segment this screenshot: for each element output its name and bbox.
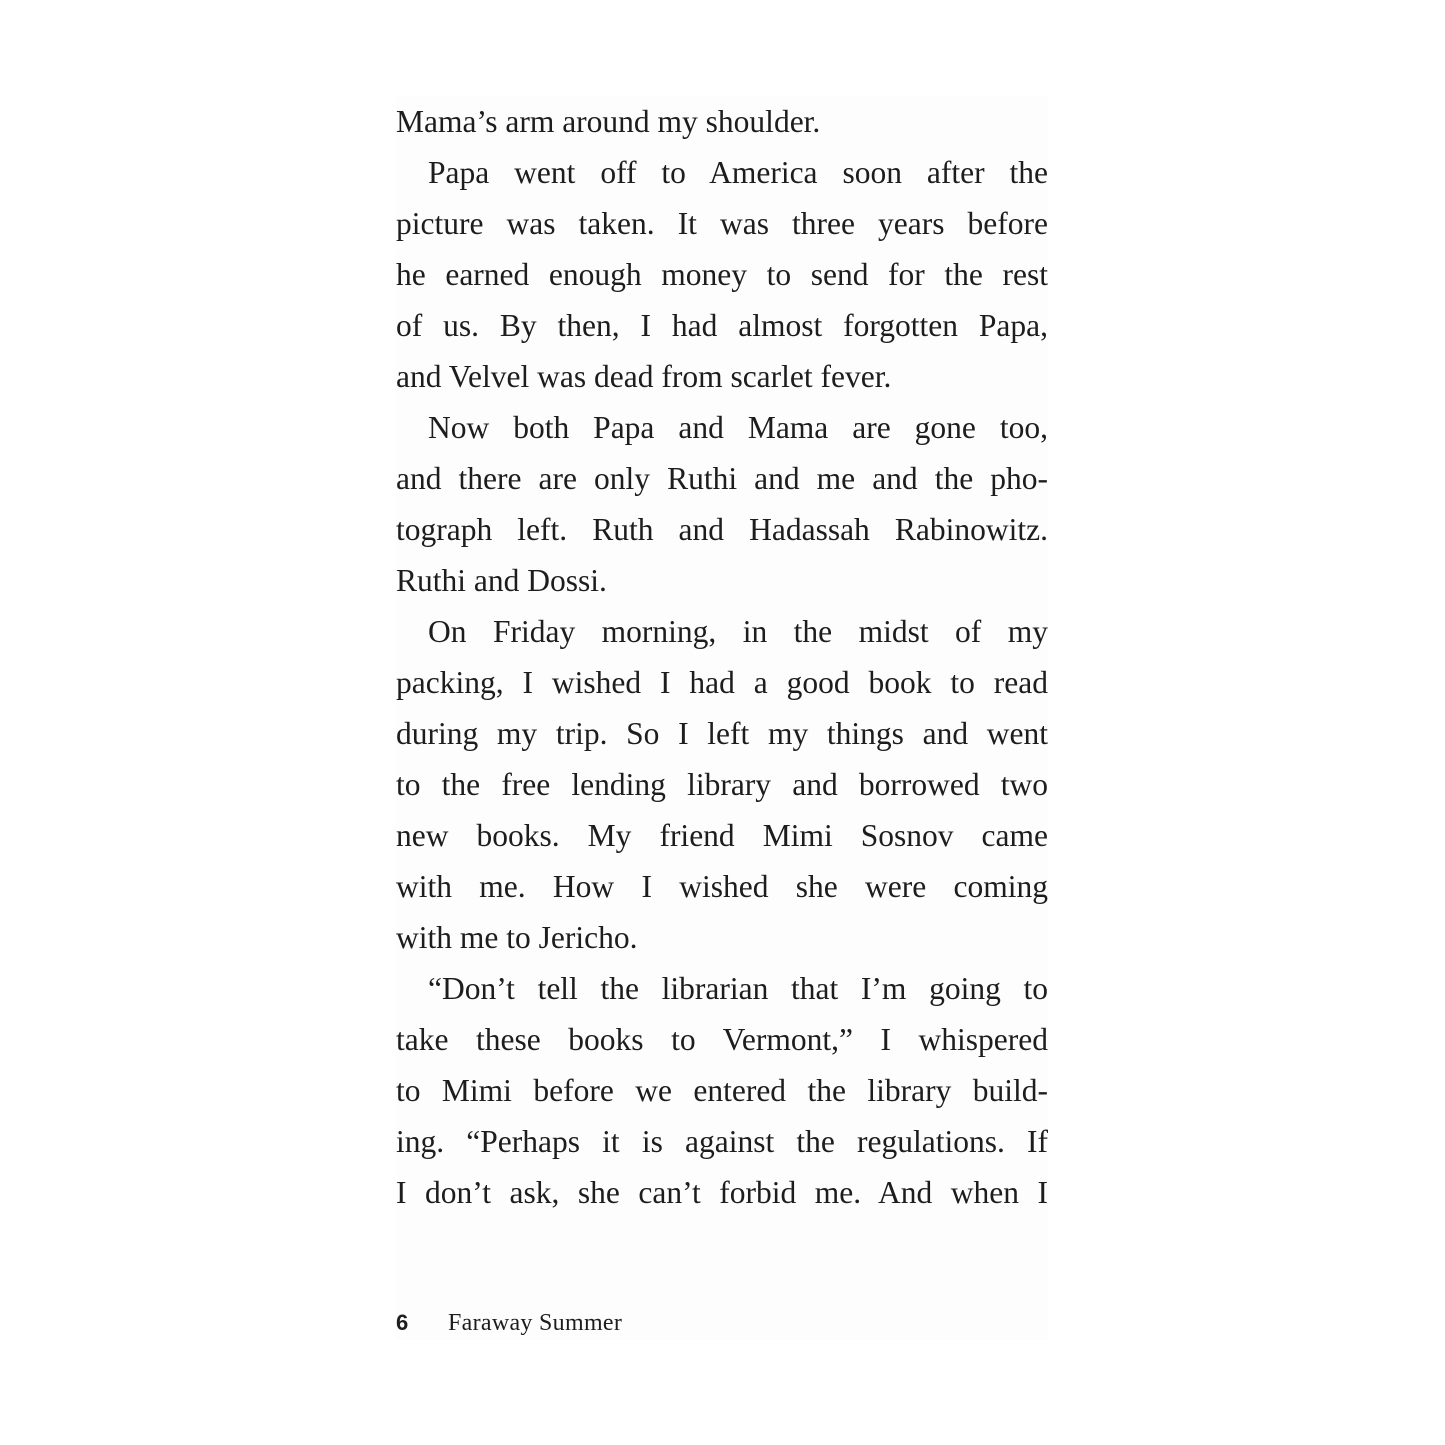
- text-line: Mama’s arm around my shoulder.: [396, 104, 821, 139]
- text-line: with me to Jericho.: [396, 920, 638, 955]
- text-line: I don’t ask, she can’t forbid me. And when I: [396, 1175, 1048, 1210]
- text-line: to the free lending library and borrowed two: [396, 767, 1048, 802]
- text-line: with me. How I wished she were coming: [396, 869, 1048, 904]
- text-line: packing, I wished I had a good book to read: [396, 665, 1048, 700]
- text-line: “Don’t tell the librarian that I’m going to: [428, 971, 1048, 1006]
- text-line: picture was taken. It was three years before: [396, 206, 1048, 241]
- body-text: [396, 96, 1048, 1218]
- text-line: Papa went off to America soon after the: [428, 155, 1048, 190]
- text-line: to Mimi before we entered the library build-: [396, 1073, 1048, 1108]
- text-line: take these books to Vermont,” I whispered: [396, 1022, 1048, 1057]
- book-page: [396, 96, 1048, 1340]
- text-line: and Velvel was dead from scarlet fever.: [396, 359, 892, 394]
- text-line: and there are only Ruthi and me and the pho-: [396, 461, 1048, 496]
- text-line: ing. “Perhaps it is against the regulations. If: [396, 1124, 1048, 1159]
- page-number: 6: [396, 1310, 409, 1335]
- text-line: new books. My friend Mimi Sosnov came: [396, 818, 1048, 853]
- page-footer: [396, 1308, 622, 1338]
- text-line: On Friday morning, in the midst of my: [428, 614, 1048, 649]
- running-title: Faraway Summer: [448, 1310, 623, 1336]
- text-line: Ruthi and Dossi.: [396, 563, 607, 598]
- text-line: of us. By then, I had almost forgotten Papa,: [396, 308, 1048, 343]
- text-line: during my trip. So I left my things and went: [396, 716, 1048, 751]
- text-line: Now both Papa and Mama are gone too,: [428, 410, 1048, 445]
- text-line: tograph left. Ruth and Hadassah Rabinowitz.: [396, 512, 1048, 547]
- text-line: he earned enough money to send for the rest: [396, 257, 1048, 292]
